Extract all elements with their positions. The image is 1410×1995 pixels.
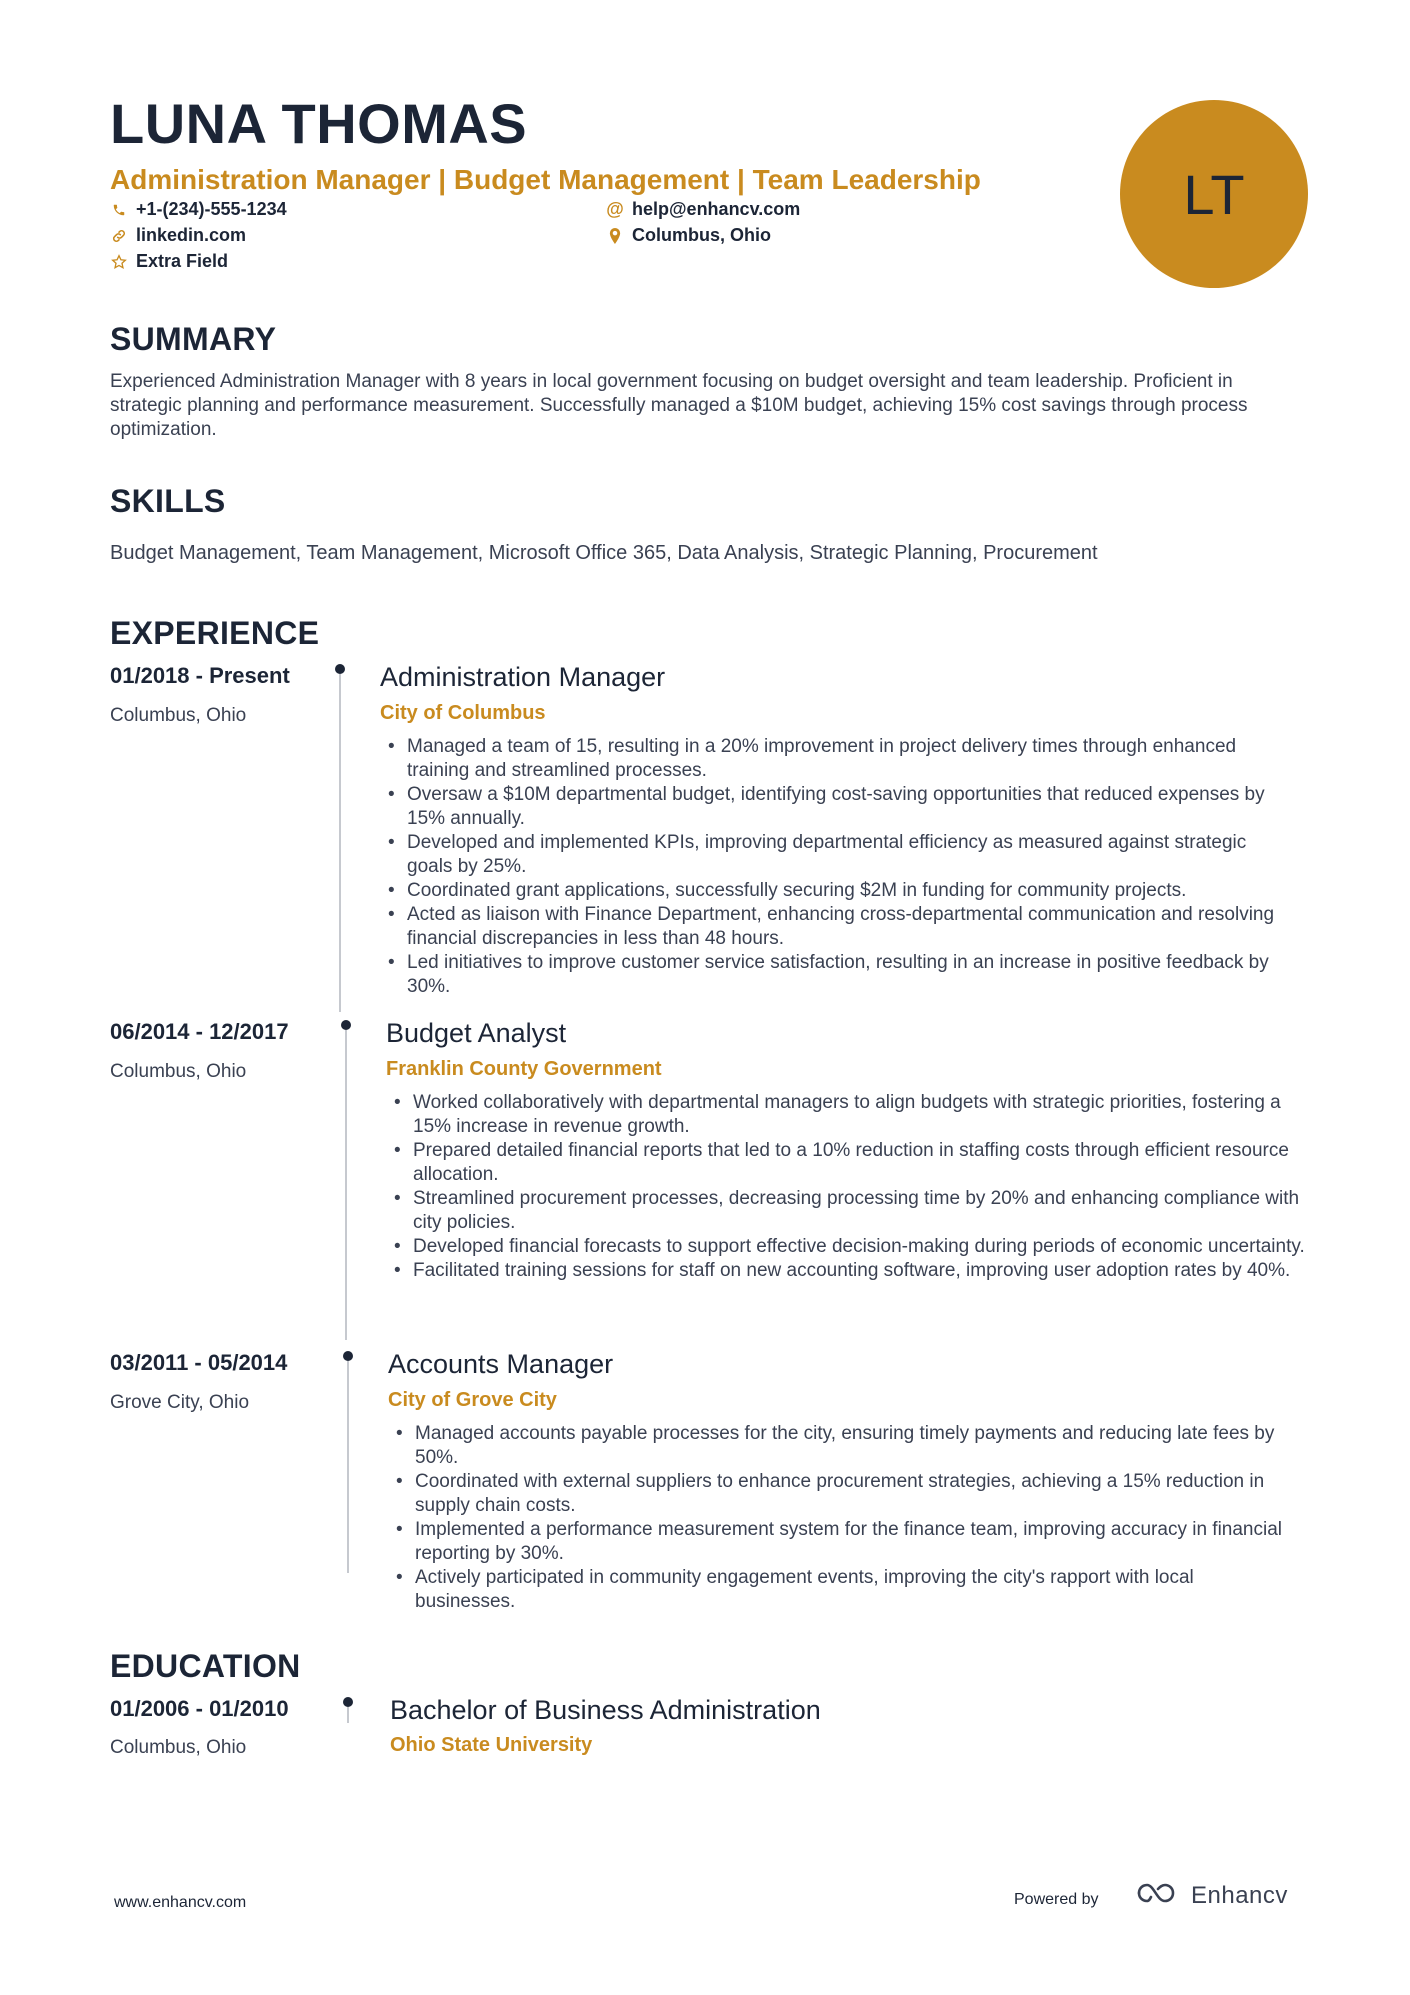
list-item: • Prepared detailed financial reports that led to a 10% reduction in staffing costs through efficient resource allocation. <box>386 1139 1306 1187</box>
list-item: • Coordinated grant applications, successfully securing $2M in funding for community projects. <box>380 879 1290 903</box>
infinity-logo-icon <box>1135 1880 1181 1911</box>
skills-title: SKILLS <box>110 483 226 519</box>
education-location: Columbus, Ohio <box>110 1737 247 1758</box>
contact-linkedin[interactable] <box>110 225 246 246</box>
footer-brand: Enhancv <box>1191 1881 1288 1909</box>
list-item: • Managed accounts payable processes for the city, ensuring timely payments and reducing late fees by 50%. <box>388 1422 1298 1470</box>
list-item: • Streamlined procurement processes, decreasing processing time by 20% and enhancing compliance with city policies. <box>386 1187 1306 1235</box>
job-title: Budget Analyst <box>386 1018 567 1048</box>
timeline-dot <box>335 664 345 674</box>
contact-location <box>606 225 771 246</box>
list-item: • Led initiatives to improve customer service satisfaction, resulting in an increase in positive feedback by 30%. <box>380 951 1290 999</box>
list-item: • Coordinated with external suppliers to enhance procurement strategies, achieving a 15% reduction in supply chain costs. <box>388 1470 1298 1518</box>
job-bullets <box>386 1091 1306 1283</box>
candidate-headline: Administration Manager | Budget Management | Team Leadership <box>110 164 981 195</box>
phone-text: +1-(234)-555-1234 <box>136 199 287 219</box>
education-title: EDUCATION <box>110 1648 301 1684</box>
job-company: City of Columbus <box>380 702 546 724</box>
job-location: Grove City, Ohio <box>110 1392 250 1413</box>
location-pin-icon <box>606 227 624 245</box>
timeline-line <box>339 674 341 1012</box>
job-bullets <box>380 735 1290 999</box>
education-dates: 01/2006 - 01/2010 <box>110 1696 289 1721</box>
at-icon: @ <box>606 199 624 219</box>
timeline-dot <box>341 1020 351 1030</box>
list-item: • Actively participated in community engagement events, improving the city's rapport with local businesses. <box>388 1566 1298 1614</box>
avatar-initials: LT <box>1183 162 1245 226</box>
timeline-line <box>347 1361 349 1573</box>
footer-powered-by: Powered by <box>1014 1891 1099 1908</box>
avatar <box>1120 100 1308 288</box>
job-bullets <box>388 1422 1298 1614</box>
location-text: Columbus, Ohio <box>632 225 771 245</box>
education-school: Ohio State University <box>390 1734 593 1756</box>
job-company: City of Grove City <box>388 1389 557 1411</box>
footer-website[interactable]: www.enhancv.com <box>114 1894 247 1911</box>
job-dates: 03/2011 - 05/2014 <box>110 1350 288 1375</box>
job-dates: 06/2014 - 12/2017 <box>110 1019 289 1044</box>
summary-text: Experienced Administration Manager with 8 years in local government focusing on budget oversight and team leadership. Proficient in strategic planning and performance measurement. Successfully managed a $10M budget, achieving 15% cost savings through process optimization. <box>110 371 1248 440</box>
job-company: Franklin County Government <box>386 1058 662 1080</box>
job-title: Administration Manager <box>380 662 666 692</box>
job-location: Columbus, Ohio <box>110 705 247 726</box>
timeline-dot <box>343 1351 353 1361</box>
timeline-line <box>347 1707 349 1723</box>
education-degree: Bachelor of Business Administration <box>390 1695 821 1725</box>
summary-title: SUMMARY <box>110 321 277 357</box>
link-icon <box>110 227 128 245</box>
skills-text: Budget Management, Team Management, Microsoft Office 365, Data Analysis, Strategic Planning, Procurement <box>110 542 1098 564</box>
linkedin-text[interactable]: linkedin.com <box>136 225 247 245</box>
job-title: Accounts Manager <box>388 1349 614 1379</box>
contact-email[interactable] <box>606 199 800 220</box>
list-item: • Worked collaboratively with departmental managers to align budgets with strategic priorities, fostering a 15% increase in revenue growth. <box>386 1091 1306 1139</box>
list-item: • Developed financial forecasts to support effective decision-making during periods of economic uncertainty. <box>386 1235 1306 1259</box>
extra-field-text: Extra Field <box>136 251 229 271</box>
list-item: • Developed and implemented KPIs, improving departmental efficiency as measured against strategic goals by 25%. <box>380 831 1290 879</box>
job-dates: 01/2018 - Present <box>110 663 290 688</box>
list-item: • Implemented a performance measurement system for the finance team, improving accuracy in financial reporting by 30%. <box>388 1518 1298 1566</box>
phone-icon <box>110 201 128 219</box>
job-location: Columbus, Ohio <box>110 1061 247 1082</box>
list-item: • Oversaw a $10M departmental budget, identifying cost-saving opportunities that reduced expenses by 15% annually. <box>380 783 1290 831</box>
star-icon <box>110 253 128 271</box>
list-item: • Facilitated training sessions for staff on new accounting software, improving user adoption rates by 40%. <box>386 1259 1306 1283</box>
contact-phone <box>110 199 287 220</box>
contact-extra <box>110 251 228 272</box>
list-item: • Acted as liaison with Finance Department, enhancing cross-departmental communication and resolving financial discrepancies in less than 48 hours. <box>380 903 1290 951</box>
email-text[interactable]: help@enhancv.com <box>632 199 801 219</box>
timeline-dot <box>343 1697 353 1707</box>
list-item: • Managed a team of 15, resulting in a 20% improvement in project delivery times through enhanced training and streamlined processes. <box>380 735 1290 783</box>
experience-title: EXPERIENCE <box>110 615 320 651</box>
footer-logo[interactable] <box>1135 1880 1288 1911</box>
candidate-name: LUNA THOMAS <box>110 92 528 155</box>
timeline-line <box>345 1030 347 1340</box>
